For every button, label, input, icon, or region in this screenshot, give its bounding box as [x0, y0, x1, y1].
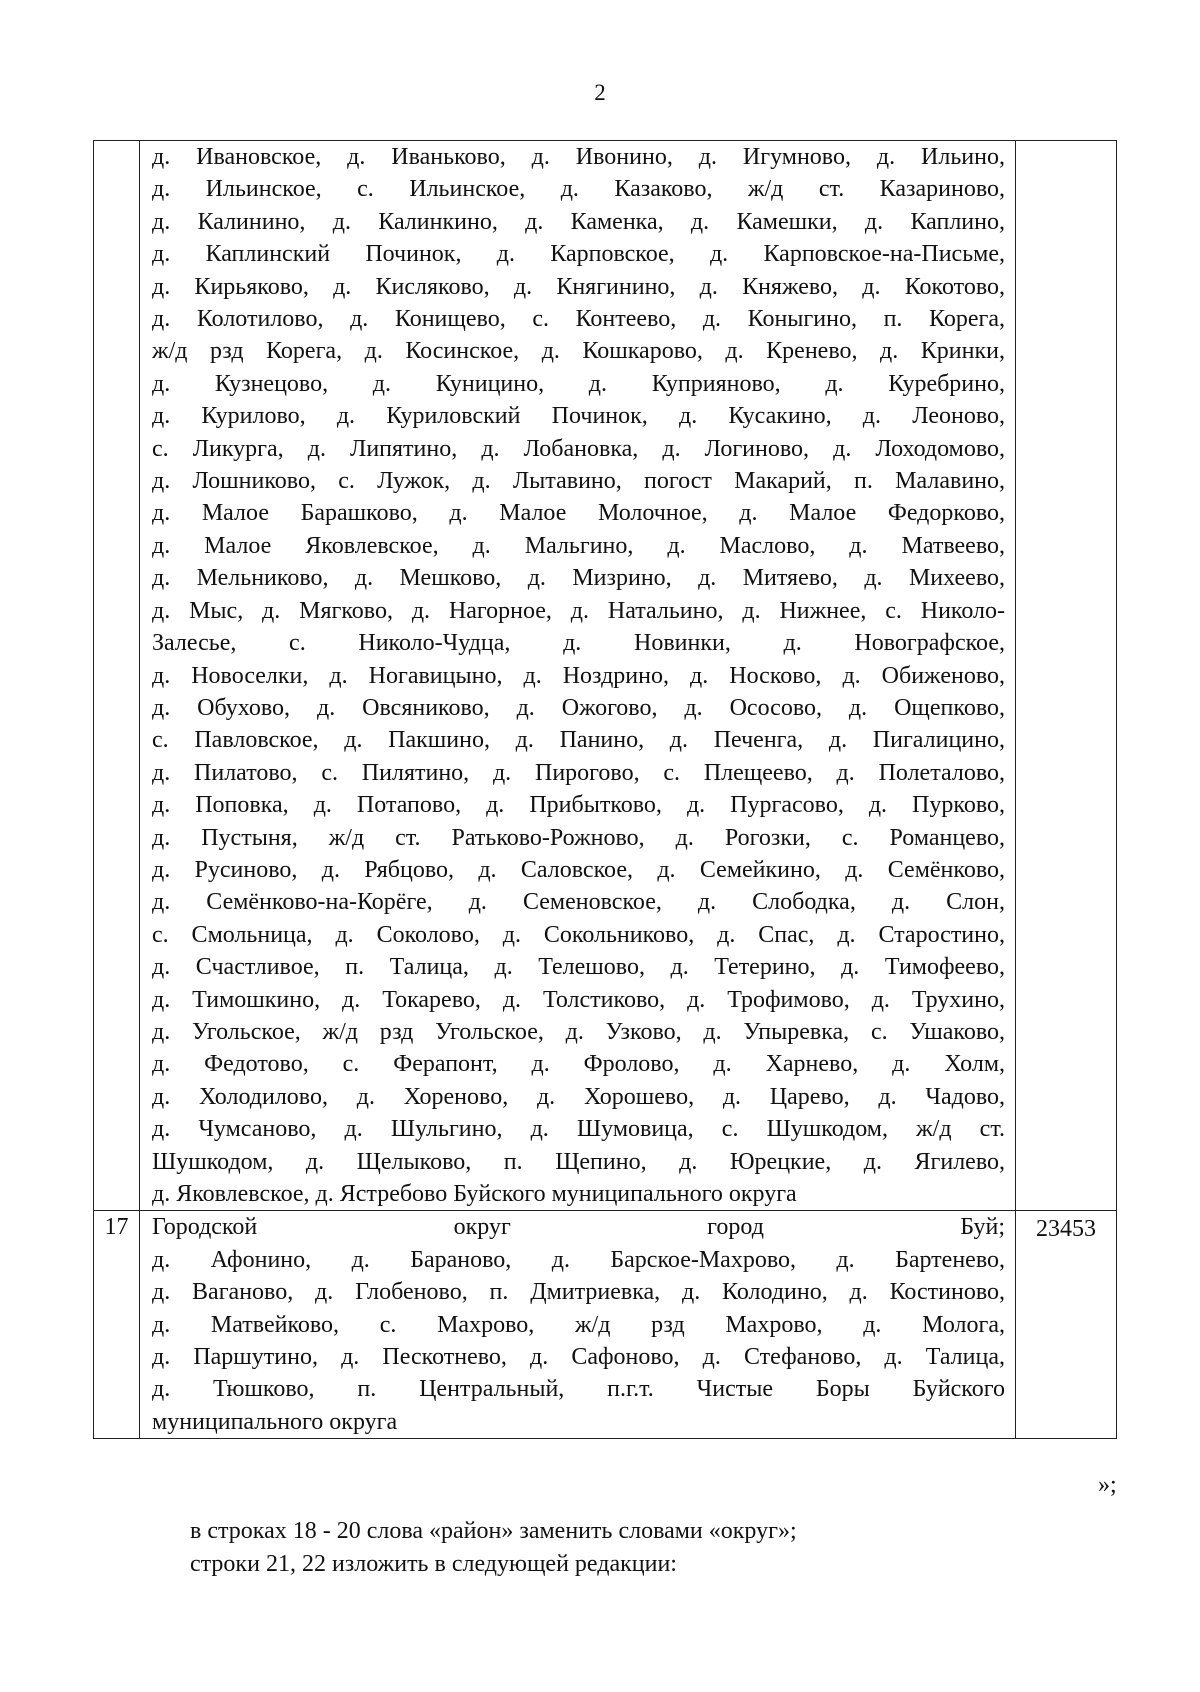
settlements-line: д. Малое Яковлевское, д. Мальгино, д. Маслово, д. Матвеево, — [152, 532, 1005, 559]
settlements-cell — [140, 141, 1016, 1211]
settlements-line: д. Угольское, ж/д рзд Угольское, д. Узково, д. Упыревка, с. Ушаково, — [152, 1018, 1005, 1045]
settlements-line: д. Холодилово, д. Хореново, д. Хорошево, д. Царево, д. Чадово, — [152, 1083, 1005, 1110]
settlements-line: д. Афонино, д. Бараново, д. Барское-Махрово, д. Бартенево, — [152, 1246, 1005, 1273]
settlements-line: д. Кузнецово, д. Куницино, д. Куприяново, д. Куребрино, — [152, 370, 1005, 397]
settlements-line: д. Пилатово, с. Пилятино, д. Пирогово, с. Плещеево, д. Полеталово, — [152, 759, 1005, 786]
settlements-line: д. Ильинское, с. Ильинское, д. Казаково, ж/д ст. Казариново, — [152, 176, 1005, 203]
settlements-line: д. Поповка, д. Потапово, д. Прибытково, д. Пургасово, д. Пурково, — [152, 792, 1005, 819]
settlements-line: с. Ликурга, д. Липятино, д. Лобановка, д. Логиново, д. Лоходомово, — [152, 435, 1005, 462]
row-number-cell: 17 — [94, 1211, 140, 1439]
population-cell: 23453 — [1016, 1211, 1117, 1439]
table-closing-quote: »; — [1098, 1472, 1117, 1498]
settlements-line: с. Смольница, д. Соколово, д. Сокольниково, д. Спас, д. Старостино, — [152, 921, 1005, 948]
table-row — [94, 1211, 1117, 1439]
settlements-line: д. Кирьяково, д. Кисляково, д. Княгинино, д. Княжево, д. Кокотово, — [152, 273, 1005, 300]
settlements-line: д. Матвейково, с. Махрово, ж/д рзд Махрово, д. Молога, — [152, 1311, 1005, 1338]
settlements-line: с. Павловское, д. Пакшино, д. Панино, д. Печенга, д. Пигалицино, — [152, 727, 1005, 754]
settlements-line: д. Русиново, д. Рябцово, д. Саловское, д. Семейкино, д. Семёнково, — [152, 856, 1005, 883]
settlements-line: д. Лошниково, с. Лужок, д. Лытавино, погост Макарий, п. Малавино, — [152, 468, 1005, 495]
population-cell — [1016, 141, 1117, 1211]
settlements-line: д. Ваганово, д. Глобеново, п. Дмитриевка, д. Колодино, д. Костиново, — [152, 1279, 1005, 1306]
settlements-line: д. Федотово, с. Ферапонт, д. Фролово, д. Харнево, д. Холм, — [152, 1051, 1005, 1078]
page-number: 2 — [594, 80, 606, 105]
settlements-line: д. Ивановское, д. Иваньково, д. Ивонино, д. Игумново, д. Ильино, — [152, 144, 1005, 170]
settlements-line: д. Тюшково, п. Центральный, п.г.т. Чистые Боры Буйского — [152, 1376, 1005, 1403]
settlements-line: муниципального округа — [152, 1408, 398, 1435]
settlements-line: д. Паршутино, д. Пескотнево, д. Сафоново, д. Стефаново, д. Талица, — [152, 1344, 1005, 1371]
settlements-line: Шушкодом, д. Щелыково, п. Щепино, д. Юрецкие, д. Ягилево, — [152, 1148, 1005, 1175]
settlements-cell — [140, 1211, 1016, 1439]
settlements-line: д. Счастливое, п. Талица, д. Телешово, д. Тетерино, д. Тимофеево, — [152, 954, 1005, 981]
settlements-line: д. Новоселки, д. Ногавицыно, д. Ноздрино, д. Носково, д. Обиженово, — [152, 662, 1005, 689]
settlements-line: д. Малое Барашково, д. Малое Молочное, д. Малое Федорково, — [152, 500, 1005, 527]
settlements-line: ж/д рзд Корега, д. Косинское, д. Кошкарово, д. Кренево, д. Кринки, — [152, 338, 1005, 365]
table-row — [94, 141, 1117, 1211]
settlements-line: Залесье, с. Николо-Чудца, д. Новинки, д. Новографское, — [152, 630, 1005, 657]
settlements-line: д. Мыс, д. Мягково, д. Нагорное, д. Натальино, д. Нижнее, с. Николо- — [152, 597, 1005, 624]
settlements-line: д. Каплинский Починок, д. Карповское, д. Карповское-на-Письме, — [152, 241, 1005, 268]
amendment-paragraph-2: строки 21, 22 изложить в следующей редакции: — [190, 1551, 677, 1577]
settlements-line: д. Семёнково-на-Корёге, д. Семеновское, д. Слободка, д. Слон, — [152, 889, 1005, 916]
settlements-line: д. Обухово, д. Овсяниково, д. Ожогово, д. Ососово, д. Ощепково, — [152, 694, 1005, 721]
settlements-line: д. Тимошкино, д. Токарево, д. Толстиково, д. Трофимово, д. Трухино, — [152, 986, 1005, 1013]
settlements-line: д. Мельниково, д. Мешково, д. Мизрино, д. Митяево, д. Михеево, — [152, 565, 1005, 592]
settlements-line: д. Колотилово, д. Конищево, с. Контеево, д. Коныгино, п. Корега, — [152, 306, 1005, 333]
settlements-line: Городской округ город Буй; — [152, 1214, 1005, 1241]
district-table — [93, 140, 1117, 1439]
settlements-line: д. Курилово, д. Куриловский Починок, д. Кусакино, д. Леоново, — [152, 403, 1005, 430]
settlements-line: д. Калинино, д. Калинкино, д. Каменка, д. Камешки, д. Каплино, — [152, 208, 1005, 235]
settlements-line: д. Яковлевское, д. Ястребово Буйского муниципального округа — [152, 1181, 797, 1207]
settlements-line: д. Чумсаново, д. Шульгино, д. Шумовица, с. Шушкодом, ж/д ст. — [152, 1116, 1005, 1143]
row-number-cell — [94, 141, 140, 1211]
settlements-line: д. Пустыня, ж/д ст. Ратьково-Рожново, д. Рогозки, с. Романцево, — [152, 824, 1005, 851]
amendment-paragraph-1: в строках 18 - 20 слова «район» заменить словами «округ»; — [190, 1518, 797, 1544]
